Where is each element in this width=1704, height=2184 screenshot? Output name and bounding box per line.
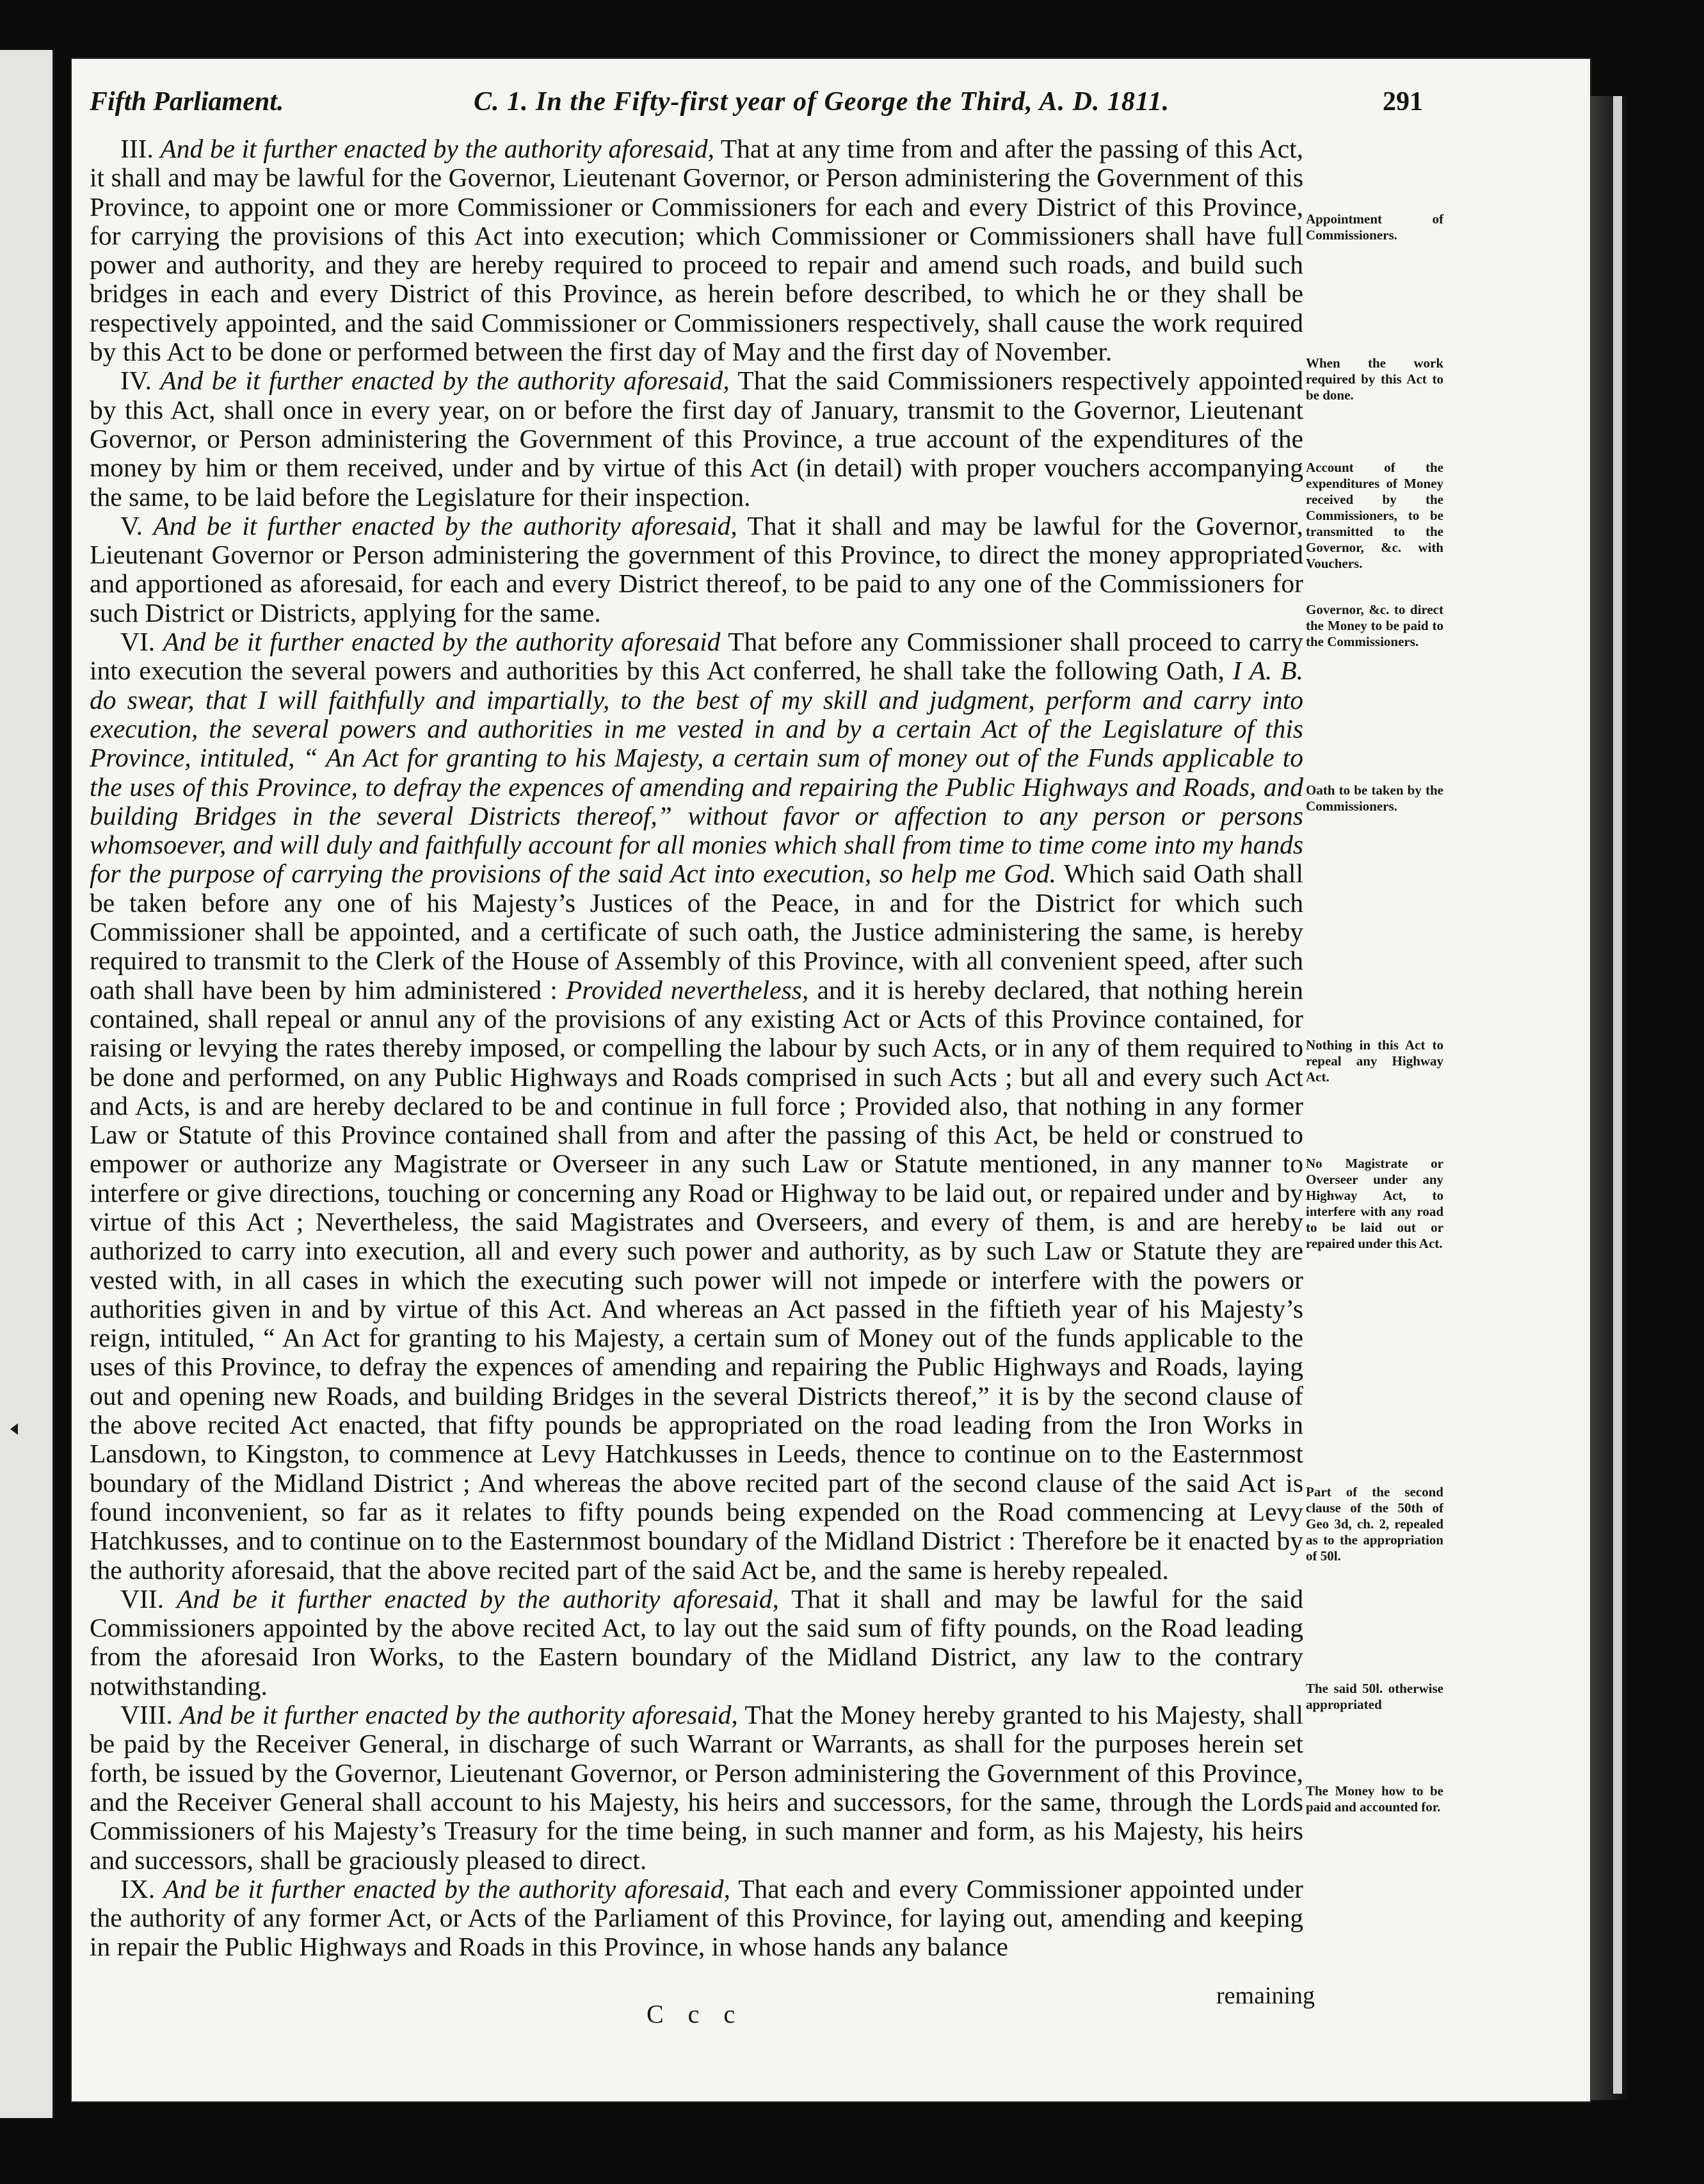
section-7: [90, 1585, 1303, 1701]
section-numeral: V.: [120, 510, 143, 540]
signature-mark: C c c: [647, 2000, 744, 2028]
section-numeral: VIII.: [120, 1700, 173, 1730]
enacting-clause: And be it further enacted by the authority aforesaid,: [180, 1700, 738, 1730]
section-body: That it shall and may be lawful for the said Commissioners appointed by the above recited Act, to lay out the said sum of fifty pounds, on the Road leading from the aforesaid Iron Works, to the Eastern boundary of the Midland District, any law to the contrary notwithstanding.: [90, 1583, 1303, 1701]
enacting-clause: And be it further enacted by the authority aforesaid,: [160, 366, 730, 396]
page-shadow: [1590, 96, 1628, 2100]
running-header: [90, 86, 1423, 131]
main-text-column: [90, 134, 1303, 2023]
enacting-clause: And be it further enacted by the authority aforesaid,: [153, 510, 737, 540]
section-body: That it shall and may be lawful for the Governor, Lieutenant Governor or Person administering the government of this Province, to direct the money appropriated and apportioned as aforesaid, for each and every District thereof, to be paid to any one of the Commissioners for such District or Districts, applying for the same.: [90, 510, 1303, 627]
catchword: remaining: [1216, 1982, 1315, 2009]
section-8: [90, 1701, 1303, 1875]
header-title: C. 1. In the Fifty-first year of George the Third, A. D. 1811.: [474, 87, 1170, 117]
section-body: That the Money hereby granted to his Majesty, shall be paid by the Receiver General, in discharge of such Warrant or Warrants, as shall for the purposes herein set forth, be issued by the Governor, Lieutenant Governor, or Person administering the Government of this Province, and the Receiver General shall account to his Majesty, his heirs and successors, for the same, through the Lords Commissioners of his Majesty’s Treasury for the time being, in such manner and form, as his Majesty, his heirs and successors, shall be graciously pleased to direct.: [90, 1700, 1303, 1875]
enacting-clause: And be it further enacted by the authority aforesaid,: [163, 1873, 730, 1904]
section-body: That before any Commissioner shall proceed to carry into execution the several powers and authorities by this Act conferred, he shall take the following Oath,: [90, 627, 1303, 686]
section-numeral: IV.: [120, 366, 152, 396]
section-6: [90, 627, 1303, 1585]
margin-note-repealed-clause: Part of the second clause of the 50th of Geo 3d, ch. 2, repealed as to the appropriation of 50l.: [1306, 1484, 1443, 1564]
margin-note-appropriated: The said 50l. otherwise appropriated: [1306, 1681, 1443, 1712]
margin-note-money-paid: Governor, &c. to direct the Money to be paid to the Commissioners.: [1306, 602, 1443, 649]
margin-note-no-repeal: Nothing in this Act to repeal any Highway Act.: [1306, 1037, 1443, 1085]
enacting-clause: And be it further enacted by the authority aforesaid: [163, 627, 721, 657]
section-3: [90, 134, 1303, 366]
section-4: [90, 366, 1303, 511]
margin-note-account: Account of the expenditures of Money received by the Commissioners, to be transmitted to the Governor, &c. with Vouchers.: [1306, 460, 1443, 571]
marginal-notes: [1306, 0, 1447, 2177]
proviso: Provided nevertheless,: [566, 975, 809, 1005]
enacting-clause: And be it further enacted by the authority aforesaid,: [160, 134, 714, 163]
margin-note-work-timing: When the work required by this Act to be done.: [1306, 355, 1443, 403]
facing-page-edge: [0, 50, 54, 2118]
enacting-clause: And be it further enacted by the authority aforesaid,: [176, 1583, 779, 1614]
margin-note-no-magistrate: No Magistrate or Overseer under any Highway Act, to interfere with any road to be laid out or repaired under this Act.: [1306, 1156, 1443, 1251]
margin-note-oath: Oath to be taken by the Commissioners.: [1306, 782, 1443, 814]
section-numeral: VII.: [120, 1583, 164, 1614]
section-body-continued: Which said Oath shall be taken before any one of his Majesty’s Justices of the Peace, in and for the District for which such Commissioner shall be appointed, and a certificate of such oath, the Justice administering the same, is hereby required to transmit to the Clerk of the House of Assembly of this Province, with all convenient speed, after such oath shall have been by him administered :: [90, 859, 1303, 1005]
header-parliament: Fifth Parliament.: [90, 87, 284, 117]
section-body: That at any time from and after the passing of this Act, it shall and may be lawful for the Governor, Lieutenant Governor, or Person administering the Government of this Province, to appoint one or more Commissioner or Commissioners for each and every District of this Province, for carrying the provisions of this Act into execution; which Commissioner or Commissioners shall have full power and authority, and they are hereby required to proceed to repair and amend such roads, and build such bridges in each and every District of this Province, as herein before described, to which he or they shall be respectively appointed, and the said Commissioner or Commissioners respectively, shall cause the work required by this Act to be done or performed between the first day of May and the first day of November.: [90, 134, 1304, 367]
section-numeral: IX.: [120, 1873, 156, 1904]
page-number: 291: [1383, 87, 1423, 117]
section-body-continued: and it is hereby declared, that nothing herein contained, shall repeal or annul any of the provisions of any existing Act or Acts of this Province contained, for raising or levying the rates thereby imposed, or compelling the labour by such Acts, or in any of them required to be done and performed, on any Public Highways and Roads comprised in such Acts ; but all and every such Act and Acts, is and are hereby declared to be and continue in full force ; Provided also, that nothing in any former Law or Statute of this Province contained shall from and after the passing of this Act, be held or construed to empower or authorize any Magistrate or Overseer in any such Law or Statute mentioned, in any manner to interfere or give directions, touching or concerning any Road or Highway to be laid out, or repaired under and by virtue of this Act ; Nevertheless, the said Magistrates and Overseers, and every of them, is and are hereby authorized to carry into execution, all and every such power and authority, as by such Law or Statute they are vested with, in all cases in which the executing such power will not impede or interfere with the powers or authorities given in and by virtue of this Act. And whereas an Act passed in the fiftieth year of his Majesty’s reign, intituled, “ An Act for granting to his Majesty, a certain sum of Money out of the funds applicable to the uses of this Province, to defray the expences of amending and repairing the Public Highways and Roads, laying out and opening new Roads, and building Bridges in the several Districts thereof,” it is by the second clause of the above recited Act enacted, that fifty pounds be appropriated on the road leading from the Iron Works in Lansdown, to Kingston, to commence at Levy Hatchkusses in Leeds, thence to continue on to the Easternmost boundary of the Midland District ; And whereas the above recited part of the second clause of the said Act is found inconvenient, so far as it relates to fifty pounds being expended on the Road commencing at Levy Hatchkusses, and to continue on to the Easternmost boundary of the Midland District : Therefore be it enacted by the authority aforesaid, that the above recited part of the said Act be, and the same is hereby repealed.: [90, 975, 1304, 1585]
page-edge-strip: [1613, 96, 1622, 2094]
section-9: [90, 1875, 1303, 1962]
section-body: That each and every Commissioner appointed under the authority of any former Act, or Acts of the Parliament of this Province, for laying out, amending and keeping in repair the Public Highways and Roads in this Province, in whose hands any balance: [90, 1873, 1303, 1962]
section-numeral: VI.: [120, 627, 156, 657]
section-numeral: III.: [120, 134, 154, 163]
margin-note-money-accounted: The Money how to be paid and accounted for.: [1306, 1783, 1443, 1815]
section-body: That the said Commissioners respectively appointed by this Act, shall once in every year, on or before the first day of January, transmit to the Governor, Lieutenant Governor, or Person administering the Government of this Province, a true account of the expenditures of the money by him or them received, under and by virtue of this Act (in detail) with proper vouchers accompanying the same, to be laid before the Legislature for their inspection.: [90, 366, 1303, 512]
page-mark-icon: [10, 1423, 18, 1435]
section-5: [90, 512, 1303, 627]
oath-text: I A. B. do swear, that I will faithfully and impartially, to the best of my skill and judgment, perform and carry into execution, the several powers and authorities in me vested in and by a certain Act of the Legislature of this Province, intituled, “ An Act for granting to his Majesty, a certain sum of money out of the Funds applicable to the uses of this Province, to defray the expences of amending and repairing the Public Highways and Roads, and building Bridges in the several Districts thereof,” without favor or affection to any person or persons whomsoever, and will duly and faithfully account for all monies which shall from time to time come into my hands for the purpose of carrying the provisions of the said Act into execution, so help me God.: [90, 656, 1303, 889]
margin-note-appointment: Appointment of Commissioners.: [1306, 211, 1443, 243]
